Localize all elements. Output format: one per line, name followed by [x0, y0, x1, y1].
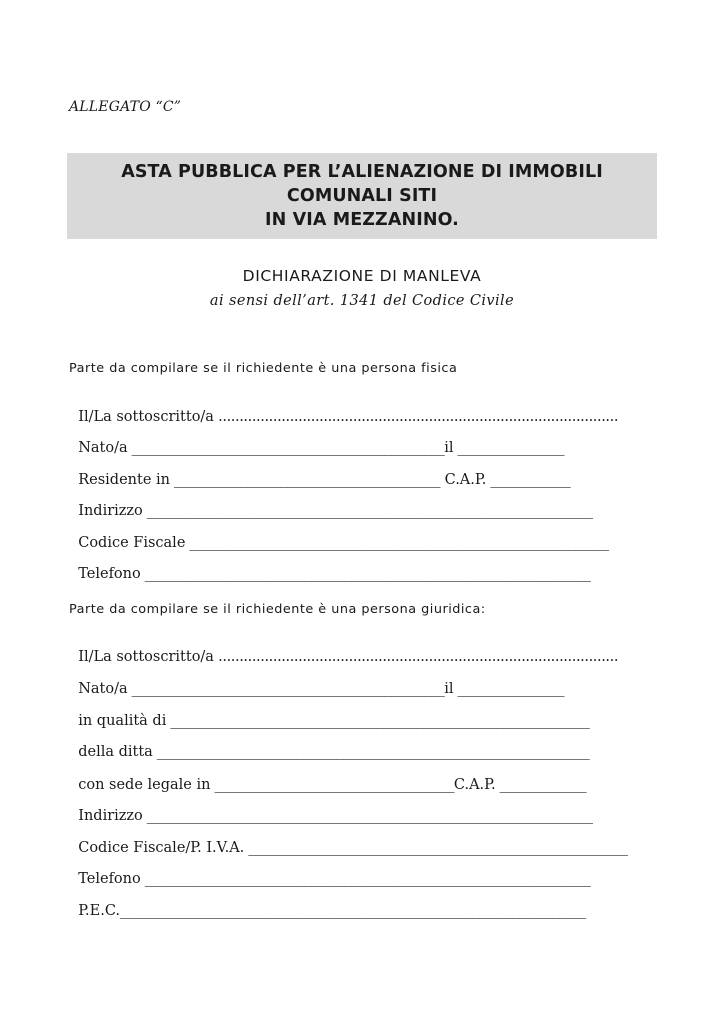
field-qualita[interactable]	[69, 697, 589, 729]
field-sottoscritto[interactable]	[69, 393, 618, 425]
fill-line[interactable]: _________________________________________________________	[244, 840, 628, 856]
fill-line[interactable]: ...............................................................................................	[213, 409, 619, 425]
field-label: con sede legale in	[78, 777, 211, 793]
fill-line[interactable]: ____________	[486, 472, 571, 488]
field-sottoscritto[interactable]	[69, 633, 618, 665]
field-label: Indirizzo	[78, 503, 143, 519]
document-subtitle: DICHIARAZIONE DI MANLEVA	[242, 267, 482, 285]
field-indirizzo[interactable]	[69, 792, 592, 824]
field-indirizzo[interactable]	[69, 487, 592, 519]
fill-line[interactable]: _________________________________________________________________	[152, 744, 590, 760]
fill-line[interactable]: _____________	[495, 777, 587, 793]
field-label: Codice Fiscale	[78, 535, 186, 551]
fill-line[interactable]: ___________________________________________________________________	[140, 566, 591, 582]
field-codice-fiscale[interactable]	[69, 519, 608, 551]
field-codice-fiscale-piva[interactable]	[69, 824, 627, 856]
title-line-1: ASTA PUBBLICA PER L’ALIENAZIONE DI IMMOBILI COMUNALI SITI	[121, 162, 603, 206]
fill-line[interactable]: _______________________________________________________________	[166, 713, 590, 729]
field-label: Residente in	[78, 472, 170, 488]
field-label: Il/La sottoscritto/a	[78, 649, 214, 665]
fill-line[interactable]: ________________________________________	[170, 472, 441, 488]
field-label: Il/La sottoscritto/a	[78, 409, 214, 425]
section-heading-persona-giuridica: Parte da compilare se il richiedente è una persona giuridica:	[69, 602, 486, 617]
legal-reference: ai sensi dell’art. 1341 del Codice Civile	[209, 293, 515, 309]
fill-line[interactable]: ___________________________________________________________________	[140, 871, 591, 887]
field-label: della ditta	[78, 744, 153, 760]
field-ditta[interactable]	[69, 728, 589, 760]
fill-line[interactable]: ___________________________________________________________________	[142, 503, 593, 519]
field-label: Indirizzo	[78, 808, 143, 824]
fill-line[interactable]: ______________________________________________________________________	[120, 903, 586, 919]
field-label: C.A.P.	[440, 472, 487, 488]
field-label: Nato/a	[78, 440, 128, 456]
field-telefono[interactable]	[69, 550, 590, 582]
field-label: Telefono	[78, 871, 141, 887]
field-label: C.A.P.	[453, 777, 496, 793]
field-sede-legale[interactable]	[69, 761, 586, 793]
fill-line[interactable]: _______________________________________________	[127, 440, 445, 456]
allegato-label: ALLEGATO “C”	[69, 99, 182, 115]
field-label: Telefono	[78, 566, 141, 582]
fill-line[interactable]: ________________	[453, 681, 564, 697]
field-label: il	[444, 440, 454, 456]
fill-line[interactable]: ...............................................................................................	[213, 649, 619, 665]
fill-line[interactable]: _______________________________________________	[127, 681, 445, 697]
field-label: il	[444, 681, 454, 697]
title-box	[67, 153, 657, 239]
fill-line[interactable]: ________________	[453, 440, 564, 456]
field-nato[interactable]	[69, 424, 564, 456]
field-telefono[interactable]	[69, 855, 590, 887]
field-label: in qualità di	[78, 713, 167, 729]
field-residente[interactable]	[69, 456, 570, 488]
field-label: Nato/a	[78, 681, 128, 697]
field-label: Codice Fiscale/P. I.V.A.	[78, 840, 245, 856]
field-pec[interactable]	[69, 887, 586, 919]
fill-line[interactable]: _______________________________________________________________	[185, 535, 609, 551]
field-nato[interactable]	[69, 665, 564, 697]
field-label: P.E.C.	[78, 903, 121, 919]
fill-line[interactable]: ___________________________________________________________________	[142, 808, 593, 824]
page-title	[75, 160, 649, 232]
fill-line[interactable]: ____________________________________	[210, 777, 454, 793]
title-line-2: IN VIA MEZZANINO.	[265, 210, 459, 230]
section-heading-persona-fisica: Parte da compilare se il richiedente è una persona fisica	[69, 361, 458, 376]
